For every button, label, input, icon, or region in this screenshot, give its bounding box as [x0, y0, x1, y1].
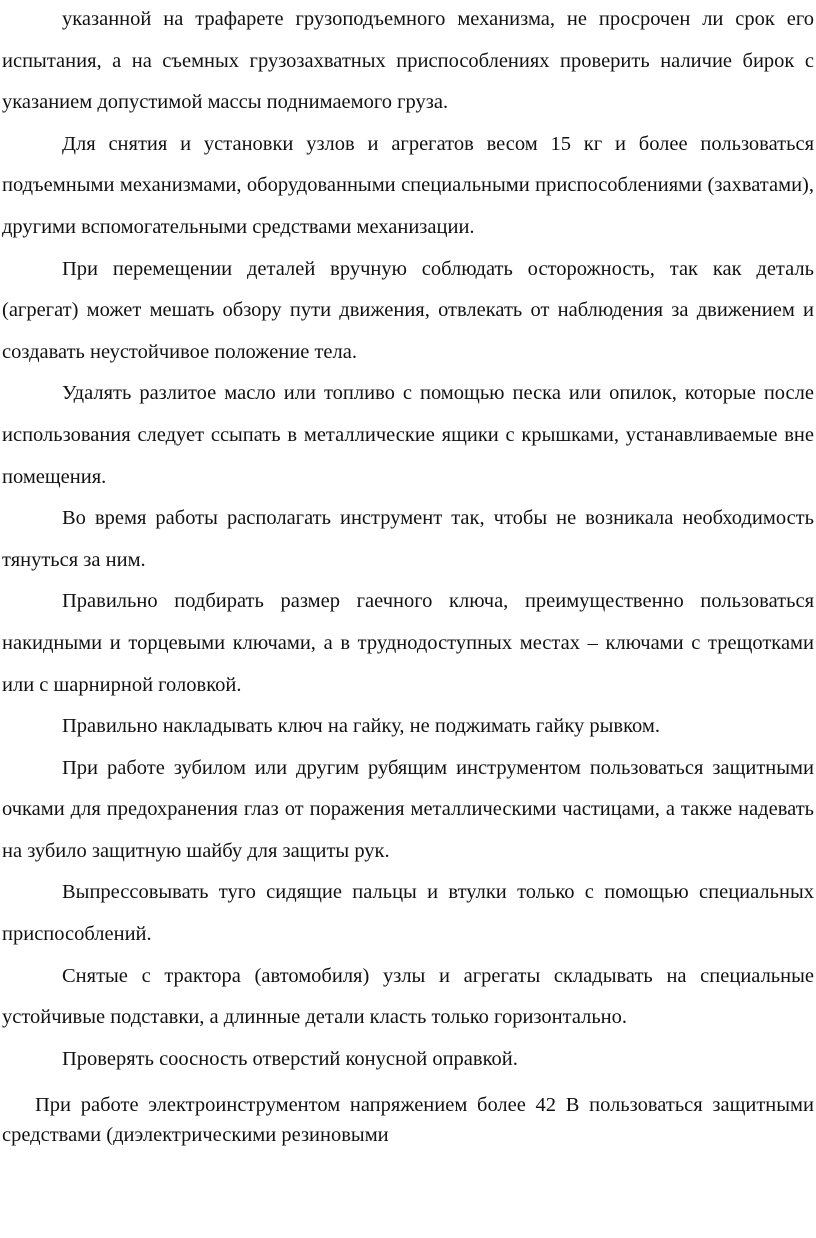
paragraph-oil-cleanup: Удалять разлитое масло или топливо с помощью песка или опилок, которые после использования следует ссыпать в металлические ящики с крышками, устанавливаемые вне помещения.: [2, 382, 814, 488]
paragraph-lifting-mechanisms: Для снятия и установки узлов и агрегатов весом 15 кг и более пользоваться подъемными механизмами, оборудованными специальными приспособлениями (захватами), другими вспомогательными средствами механизации.: [2, 132, 814, 238]
paragraph-manual-moving: При перемещении деталей вручную соблюдать осторожность, так как деталь (агрегат) может мешать обзору пути движения, отвлекать от наблюдения за движением и создавать неустойчивое положение тела.: [2, 257, 814, 363]
paragraph-chisel-safety: При работе зубилом или другим рубящим инструментом пользоваться защитными очками для предохранения глаз от поражения металлическими частицами, а также надевать на зубило защитную шайбу для защиты рук.: [2, 756, 814, 862]
paragraph-wrench-usage: Правильно накладывать ключ на гайку, не поджимать гайку рывком.: [62, 715, 660, 738]
paragraph-pressing-out: Выпрессовывать туго сидящие пальцы и втулки только с помощью специальных приспособлений.: [2, 881, 814, 946]
paragraph-lifting-check: указанной на трафарете грузоподъемного механизма, не просрочен ли срок его испытания, а на съемных грузозахватных приспособлениях проверить наличие бирок с указанием допустимой массы поднимаемого груза.: [2, 8, 814, 114]
paragraph-tool-placement: Во время работы располагать инструмент так, чтобы не возникала необходимость тянуться за ним.: [2, 507, 814, 571]
paragraph-electric-tools: При работе электроинструментом напряжением более 42 В пользоваться защитными средствами (диэлектрическими резиновыми: [2, 1094, 814, 1147]
paragraph-alignment-check: Проверять соосность отверстий конусной оправкой.: [62, 1047, 518, 1070]
paragraph-wrench-size: Правильно подбирать размер гаечного ключа, преимущественно пользоваться накидными и торцевыми ключами, а в труднодоступных местах – ключами с трещотками или с шарнирной головкой.: [2, 590, 814, 696]
paragraph-removed-units: Снятые с трактора (автомобиля) узлы и агрегаты складывать на специальные устойчивые подставки, а длинные детали класть только горизонтально.: [2, 964, 814, 1029]
